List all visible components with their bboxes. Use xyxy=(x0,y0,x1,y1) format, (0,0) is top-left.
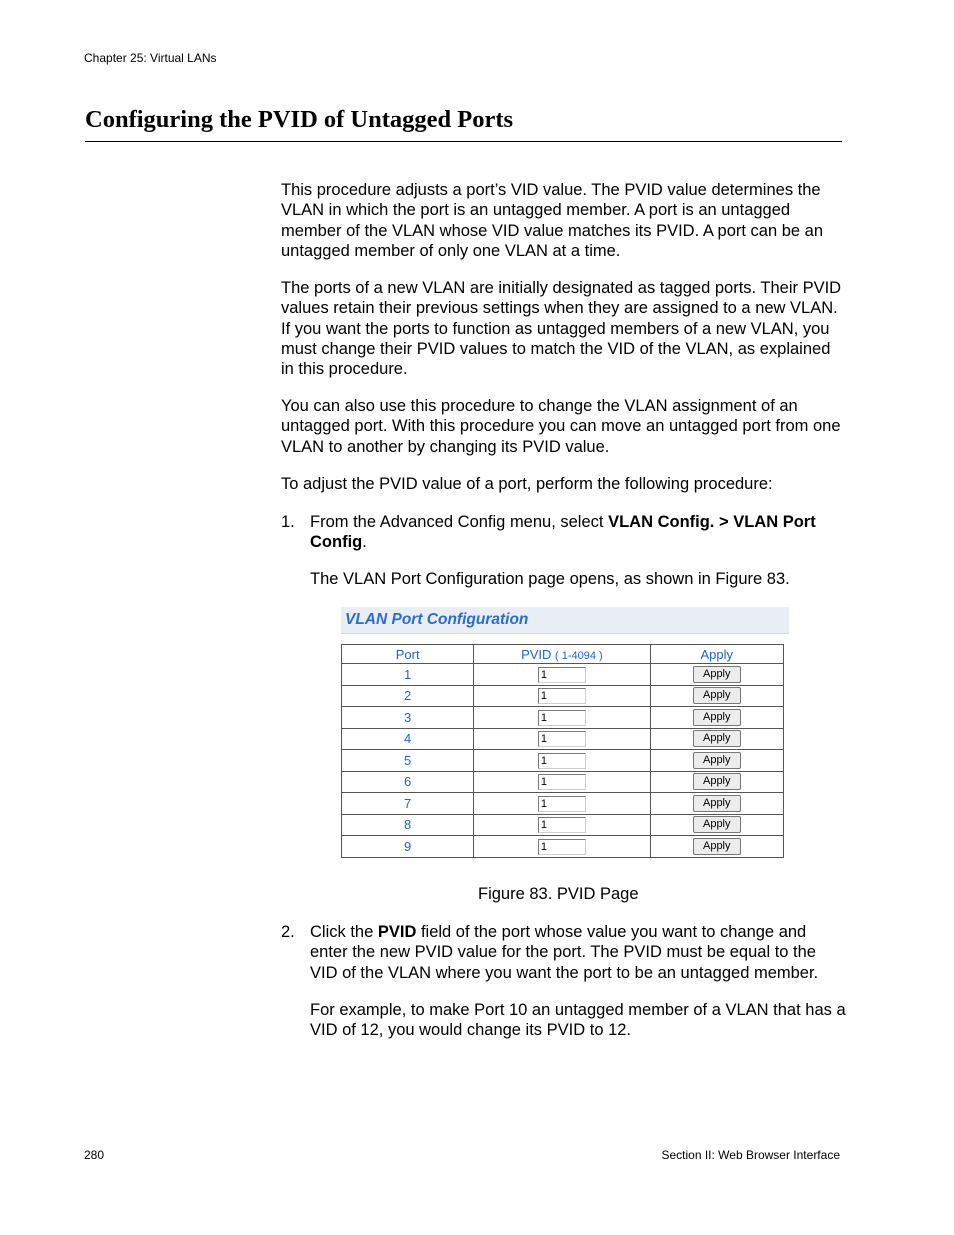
step-1-followup: The VLAN Port Configuration page opens, as shown in Figure 83. xyxy=(310,570,790,588)
pvid-input[interactable]: 1 xyxy=(538,817,586,833)
pvid-input[interactable]: 1 xyxy=(538,796,586,812)
port-number: 5 xyxy=(342,750,474,772)
pvid-input[interactable]: 1 xyxy=(538,667,586,683)
screen-title: VLAN Port Configuration xyxy=(345,611,529,628)
table-row xyxy=(342,836,784,858)
step-text: Click the PVID field of the port whose value you want to change and enter the new PVID value for the port. The PVID must be equal to the VID of the VLAN where you want the port to be an untagged member. xyxy=(310,923,819,982)
port-number: 9 xyxy=(342,836,474,858)
section-title: Configuring the PVID of Untagged Ports xyxy=(85,106,842,142)
apply-button[interactable]: Apply xyxy=(693,730,741,747)
port-number: 8 xyxy=(342,814,474,836)
apply-button[interactable]: Apply xyxy=(693,838,741,855)
port-number: 6 xyxy=(342,771,474,793)
apply-button[interactable]: Apply xyxy=(693,816,741,833)
port-number: 3 xyxy=(342,707,474,729)
menu-path: VLAN Config. > VLAN Port Config xyxy=(310,513,816,552)
pvid-input[interactable]: 1 xyxy=(538,839,586,855)
pvid-range: ( 1-4094 ) xyxy=(555,649,603,662)
table-header-row xyxy=(342,645,784,664)
page-number: 280 xyxy=(84,1148,105,1162)
column-header-port: Port xyxy=(342,645,474,664)
apply-button[interactable]: Apply xyxy=(693,666,741,683)
pvid-input[interactable]: 1 xyxy=(538,774,586,790)
table-row xyxy=(342,728,784,750)
field-name: PVID xyxy=(377,923,417,941)
table-row xyxy=(342,707,784,729)
apply-button[interactable]: Apply xyxy=(693,752,741,769)
figure-caption: Figure 83. PVID Page xyxy=(478,885,639,903)
port-number: 1 xyxy=(342,664,474,686)
port-number: 2 xyxy=(342,685,474,707)
paragraph-intro: This procedure adjusts a port’s VID value. The PVID value determines the VLAN in which the port is an untagged member. A port is an untagged member of the VLAN whose VID value matches its PVID. A port can be an untagged member of only one VLAN at a time. xyxy=(281,181,824,260)
paragraph-procedure-lead: To adjust the PVID value of a port, perform the following procedure: xyxy=(281,475,773,493)
pvid-input[interactable]: 1 xyxy=(538,710,586,726)
column-header-pvid: PVID ( 1-4094 ) xyxy=(474,645,650,664)
apply-button[interactable]: Apply xyxy=(693,795,741,812)
apply-button[interactable]: Apply xyxy=(693,687,741,704)
apply-button[interactable]: Apply xyxy=(693,709,741,726)
step-text: From the Advanced Config menu, select VLAN Config. > VLAN Port Config. xyxy=(310,513,816,552)
vlan-port-table xyxy=(341,644,784,858)
table-row xyxy=(342,750,784,772)
port-number: 7 xyxy=(342,793,474,815)
paragraph-change-assignment: You can also use this procedure to change the VLAN assignment of an untagged port. With this procedure you can move an untagged port from one VLAN to another by changing its PVID value. xyxy=(281,397,841,456)
pvid-input[interactable]: 1 xyxy=(538,753,586,769)
step-number: 1. xyxy=(281,513,295,531)
pvid-input[interactable]: 1 xyxy=(538,688,586,704)
running-header: Chapter 25: Virtual LANs xyxy=(84,51,217,65)
table-row xyxy=(342,793,784,815)
step-2-followup: For example, to make Port 10 an untagged member of a VLAN that has a VID of 12, you would change its PVID to 12. xyxy=(310,1001,846,1040)
table-row xyxy=(342,771,784,793)
table-row xyxy=(342,685,784,707)
table-row xyxy=(342,814,784,836)
pvid-input[interactable]: 1 xyxy=(538,731,586,747)
paragraph-tagged-ports: The ports of a new VLAN are initially designated as tagged ports. Their PVID values retain their previous settings when they are assigned to a new VLAN. If you want the ports to function as untagged members of a new VLAN, you must change their PVID values to match the VID of the VLAN, as explained in this procedure. xyxy=(281,279,842,379)
screen-title-bar xyxy=(341,607,789,634)
step-number: 2. xyxy=(281,923,295,941)
apply-button[interactable]: Apply xyxy=(693,773,741,790)
port-number: 4 xyxy=(342,728,474,750)
column-header-apply: Apply xyxy=(650,645,784,664)
running-footer: Section II: Web Browser Interface xyxy=(661,1148,840,1162)
table-row xyxy=(342,664,784,686)
